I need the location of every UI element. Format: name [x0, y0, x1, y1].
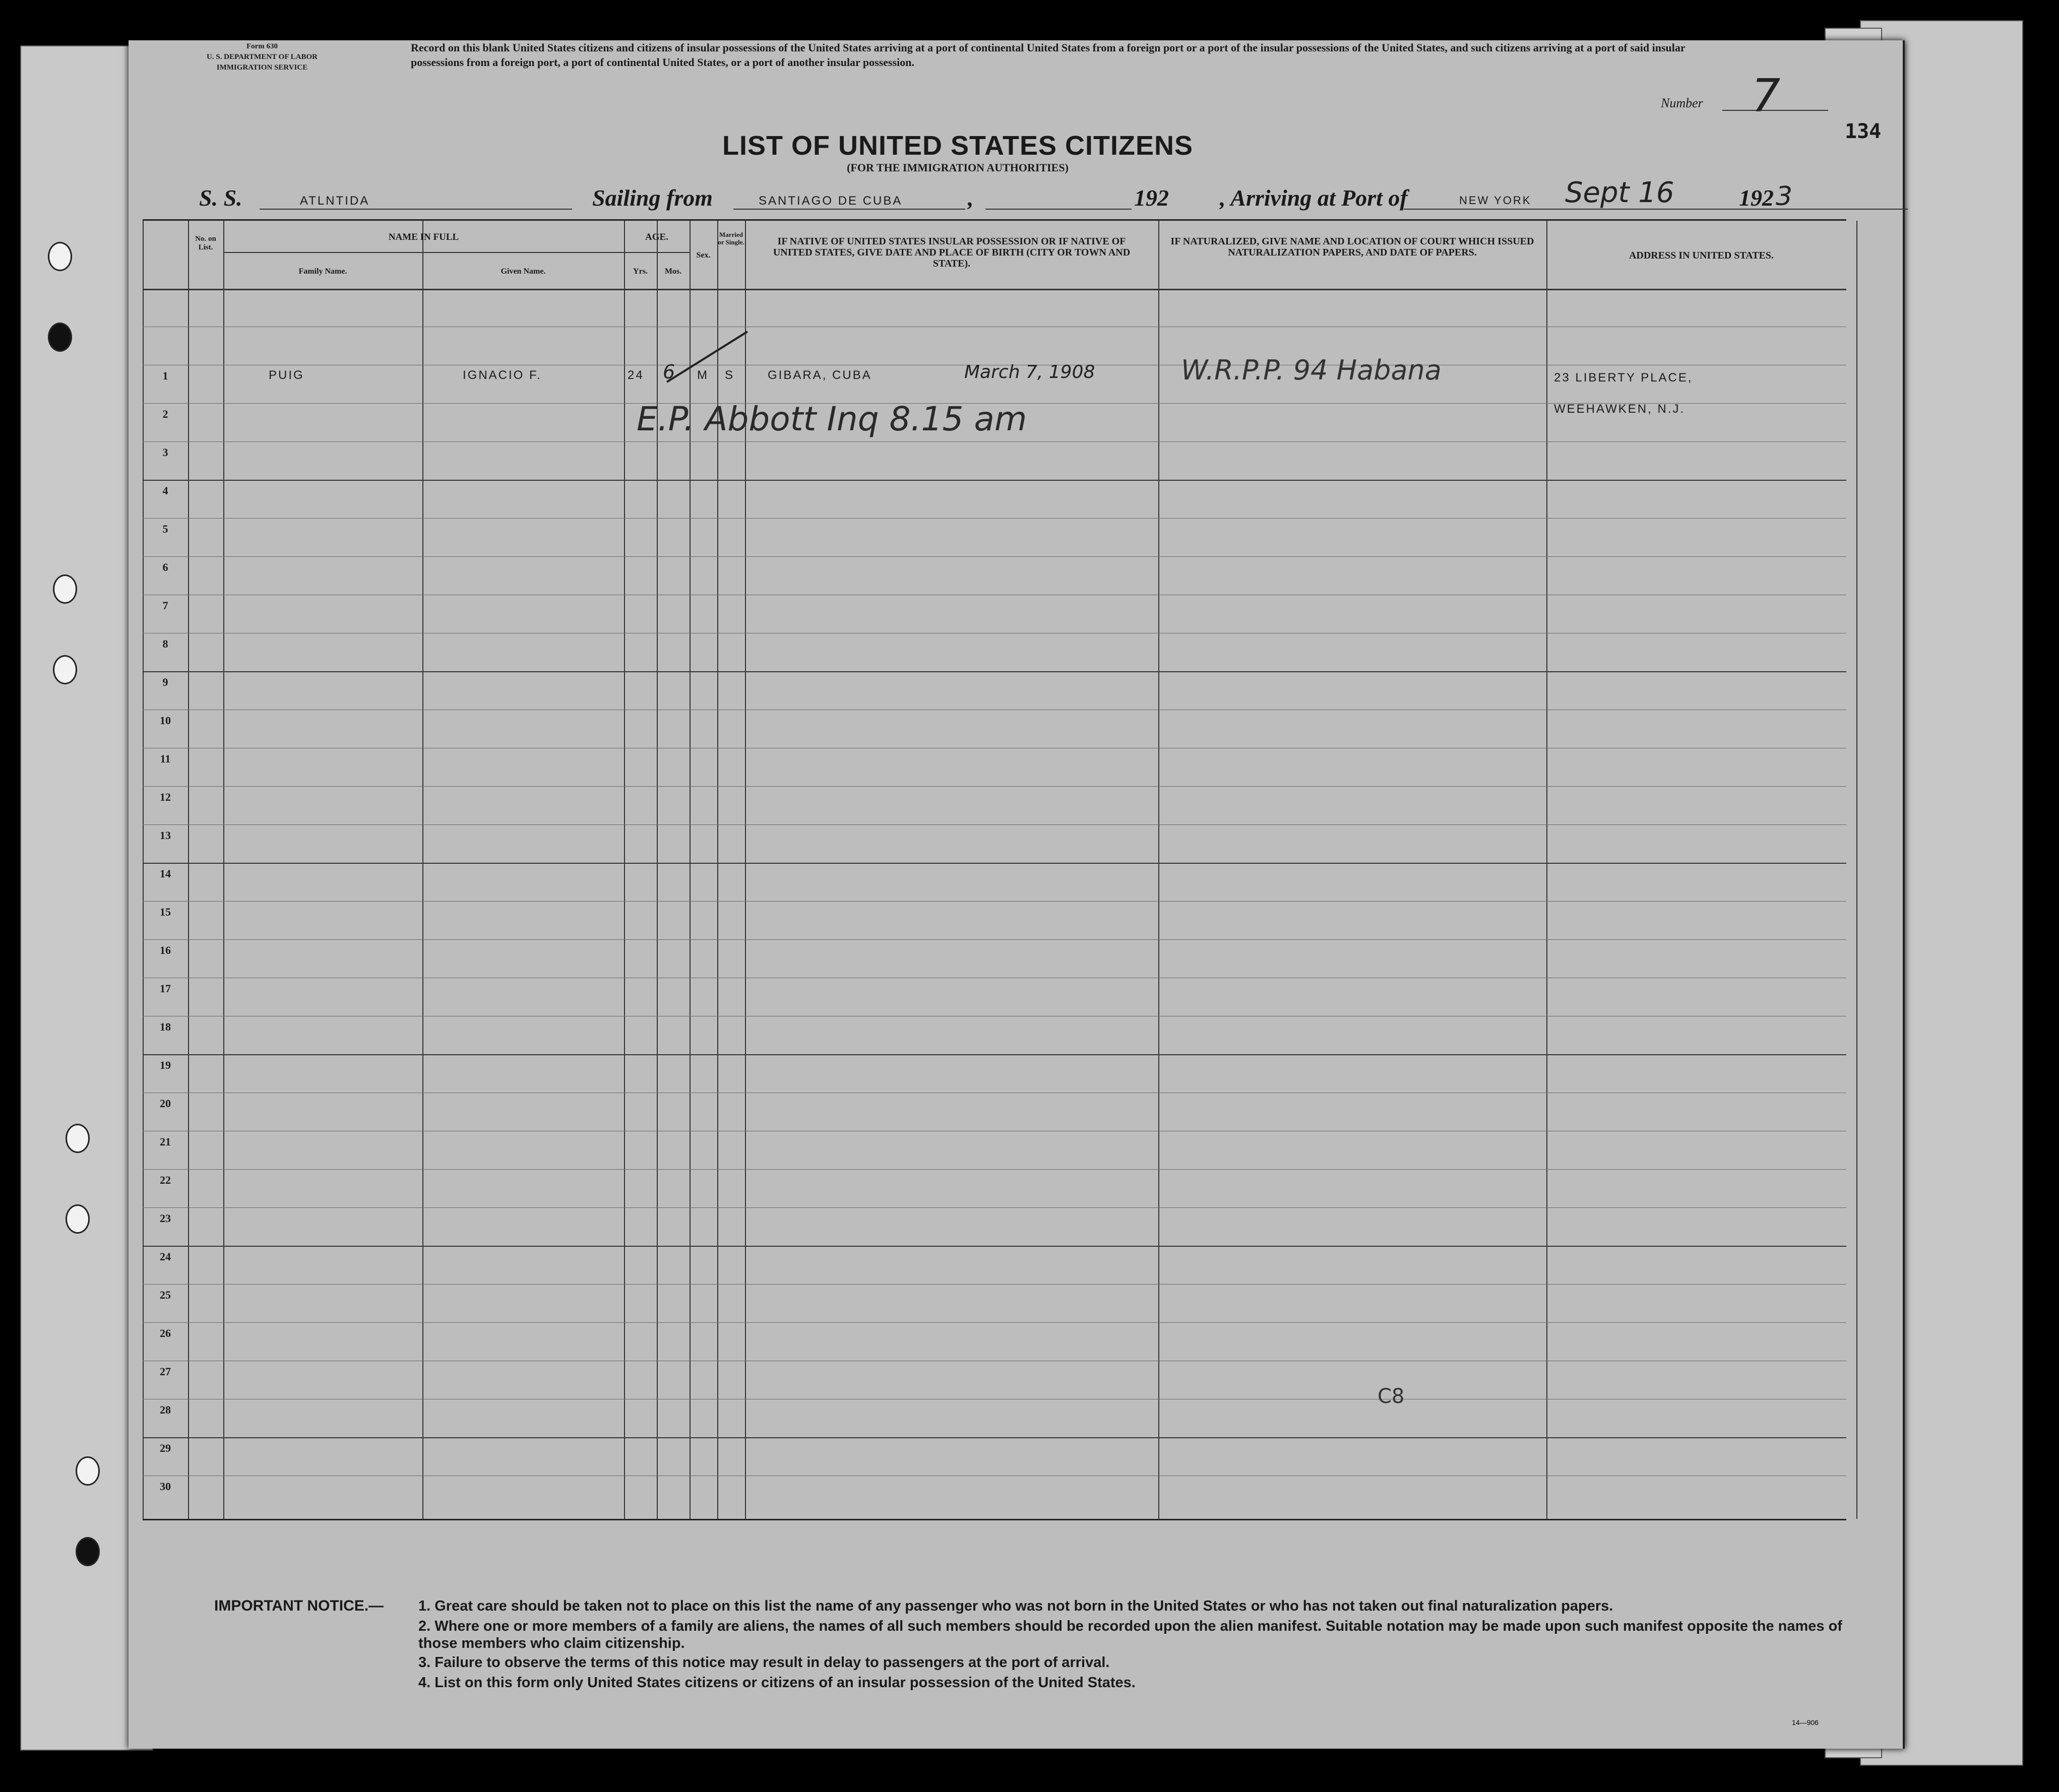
entry-age-mos: 6: [663, 361, 675, 383]
binder-hole: [66, 1124, 90, 1153]
col-address: ADDRESS IN UNITED STATES.: [1629, 250, 1774, 261]
col-line: [1158, 221, 1159, 1519]
port-name: NEW YORK: [1459, 194, 1532, 207]
row-line: [143, 786, 1846, 787]
row-number: 24: [160, 1250, 171, 1263]
col-line: [1546, 221, 1547, 1519]
binder-hole: [48, 323, 72, 352]
row-line: [143, 863, 1846, 864]
comma: ,: [968, 185, 974, 211]
entry-address-line2: WEEHAWKEN, N.J.: [1554, 402, 1686, 416]
row-number: 9: [162, 676, 168, 688]
col-name-in-full: NAME IN FULL: [388, 232, 459, 242]
page-subtitle: (FOR THE IMMIGRATION AUTHORITIES): [847, 161, 1069, 174]
ship-name: ATLNTIDA: [300, 194, 370, 208]
row-line: [143, 480, 1846, 481]
col-married: Married or Single.: [718, 231, 744, 246]
year-prefix-2: 192: [1739, 185, 1774, 211]
row-line: [143, 1207, 1846, 1208]
row-number: 19: [160, 1059, 171, 1071]
col-sex: Sex.: [696, 251, 711, 260]
arriving-label: , Arriving at Port of: [1220, 185, 1408, 211]
page-title: LIST OF UNITED STATES CITIZENS: [722, 131, 1193, 161]
row-number: 2: [162, 408, 168, 420]
row-line: [143, 939, 1846, 940]
row-number: 20: [160, 1097, 171, 1110]
entry-family-name: PUIG: [269, 368, 304, 382]
row-number: 14: [160, 867, 171, 880]
form-page: [129, 40, 1905, 1749]
inspector-note: E.P. Abbott Inq 8.15 am: [637, 400, 1027, 438]
col-line: [188, 221, 189, 1519]
row-line: [143, 671, 1846, 672]
number-label: Number: [1661, 96, 1703, 110]
binder-hole: [66, 1204, 90, 1234]
row-number: 10: [160, 714, 171, 727]
page-number: 134: [1845, 120, 1882, 143]
sailing-line: [733, 209, 965, 210]
binder-hole: [53, 574, 77, 604]
header-bottom-rule: [143, 289, 1846, 290]
department: U. S. DEPARTMENT OF LABOR: [206, 53, 318, 61]
ship-line: [260, 209, 572, 210]
col-line: [422, 221, 423, 1519]
entry-birth-date: March 7, 1908: [964, 362, 1095, 382]
row-number: 27: [160, 1365, 171, 1378]
notice-title: IMPORTANT NOTICE.—: [214, 1597, 384, 1614]
row-number: 28: [160, 1403, 171, 1416]
col-line: [1856, 221, 1857, 1519]
row-line: [143, 518, 1846, 519]
row-number: 3: [162, 446, 168, 459]
notice-item-1: 1. Great care should be taken not to place on this list the name of any passenger who was not born in the United States or who has not taken out final naturalization papers.: [418, 1598, 1613, 1614]
row-number: 1: [162, 369, 168, 382]
binder-hole: [76, 1537, 100, 1566]
entry-sex: M: [697, 368, 709, 382]
header-subline: [624, 252, 690, 253]
arrival-date: Sept 16: [1565, 176, 1674, 209]
passenger-table: [143, 219, 1846, 1520]
row-number: 29: [160, 1442, 171, 1454]
row-line: [143, 901, 1846, 902]
header-subline: [223, 252, 624, 253]
form-number: Form 630: [246, 42, 278, 50]
year-suffix: 3: [1776, 181, 1793, 212]
sailing-label: Sailing from: [592, 185, 713, 211]
row-line: [143, 441, 1846, 442]
row-number: 25: [160, 1289, 171, 1301]
notice-item-4: 4. List on this form only United States citizens or citizens of an insular possession of the United States.: [418, 1675, 1136, 1691]
entry-address-line1: 23 LIBERTY PLACE,: [1554, 371, 1693, 385]
ss-label: S. S.: [199, 185, 242, 211]
row-number: 6: [162, 561, 168, 573]
check-mark-icon: [647, 327, 758, 397]
col-naturalized: IF NATURALIZED, GIVE NAME AND LOCATION OF COURT WHICH ISSUED NATURALIZATION PAPERS, AND DATE OF PAPERS.: [1170, 236, 1534, 258]
row-number: 18: [160, 1020, 171, 1033]
row-line: [143, 1169, 1846, 1170]
col-native: IF NATIVE OF UNITED STATES INSULAR POSSESSION OR IF NATIVE OF UNITED STATES, GIVE DATE AND PLACE OF BIRTH (CITY OR TOWN AND STATE).: [773, 236, 1131, 269]
col-no: No. on List.: [195, 235, 216, 251]
row-number: 4: [162, 484, 168, 497]
number-value: 7: [1752, 70, 1781, 122]
row-line: [143, 1322, 1846, 1323]
binder-hole: [48, 242, 72, 271]
entry-married: S: [725, 368, 735, 382]
entry-naturalization: W.R.P.P. 94 Habana: [1181, 354, 1442, 386]
binder-hole: [76, 1456, 100, 1486]
year-prefix-1: 192: [1134, 185, 1169, 211]
form-id: [164, 41, 360, 73]
col-yrs: Yrs.: [633, 267, 648, 276]
row-number: 12: [160, 791, 171, 803]
service: IMMIGRATION SERVICE: [216, 63, 308, 72]
notice-item-2: 2. Where one or more members of a family are aliens, the names of all such members should be recorded upon the alien manifest. Suitable notation may be made upon such manifest opposite the names of those members who claim citizenship.: [418, 1618, 1842, 1651]
row-line: [143, 1246, 1846, 1247]
row-number: 5: [162, 523, 168, 535]
row-line: [143, 1054, 1846, 1055]
row-number: 17: [160, 982, 171, 995]
row-number: 22: [160, 1174, 171, 1186]
form-code: 14—906: [1792, 1718, 1819, 1726]
col-given-name: Given Name.: [501, 267, 546, 276]
stamp-mark: C8: [1378, 1385, 1405, 1408]
col-family-name: Family Name.: [298, 267, 347, 276]
row-number: 21: [160, 1135, 171, 1148]
record-instructions: Record on this blank United States citizens and citizens of insular possessions of the United States arriving at a port of continental United States from a foreign port or a port of the insular possessions of the United States, and such citizens arriving at a port of said insular possessions from a foreign port, a port of continental United States, or a port of another insular possession.: [411, 41, 1686, 69]
row-line: [143, 1284, 1846, 1285]
entry-given-name: IGNACIO F.: [463, 368, 542, 382]
col-age: AGE.: [645, 232, 668, 242]
row-number: 15: [160, 906, 171, 918]
row-number: 30: [160, 1480, 171, 1493]
row-line: [143, 556, 1846, 557]
row-number: 7: [162, 599, 168, 612]
entry-birth-place: GIBARA, CUBA: [768, 368, 872, 382]
sailing-from: SANTIAGO DE CUBA: [759, 194, 903, 208]
row-number: 26: [160, 1327, 171, 1339]
row-number: 16: [160, 944, 171, 956]
row-line: [143, 824, 1846, 825]
col-line: [223, 221, 224, 1519]
date-line-1: [985, 209, 1132, 210]
binder-hole: [53, 655, 77, 684]
col-line: [624, 221, 625, 1519]
notice-item-3: 3. Failure to observe the terms of this notice may result in delay to passengers at the port of arrival.: [418, 1654, 1110, 1671]
entry-age-yrs: 24: [628, 368, 644, 382]
row-number: 8: [162, 637, 168, 650]
row-number: 11: [160, 752, 171, 765]
row-line: [143, 1437, 1846, 1438]
row-number: 23: [160, 1212, 171, 1225]
row-number: 13: [160, 829, 171, 842]
col-mos: Mos.: [664, 267, 682, 276]
